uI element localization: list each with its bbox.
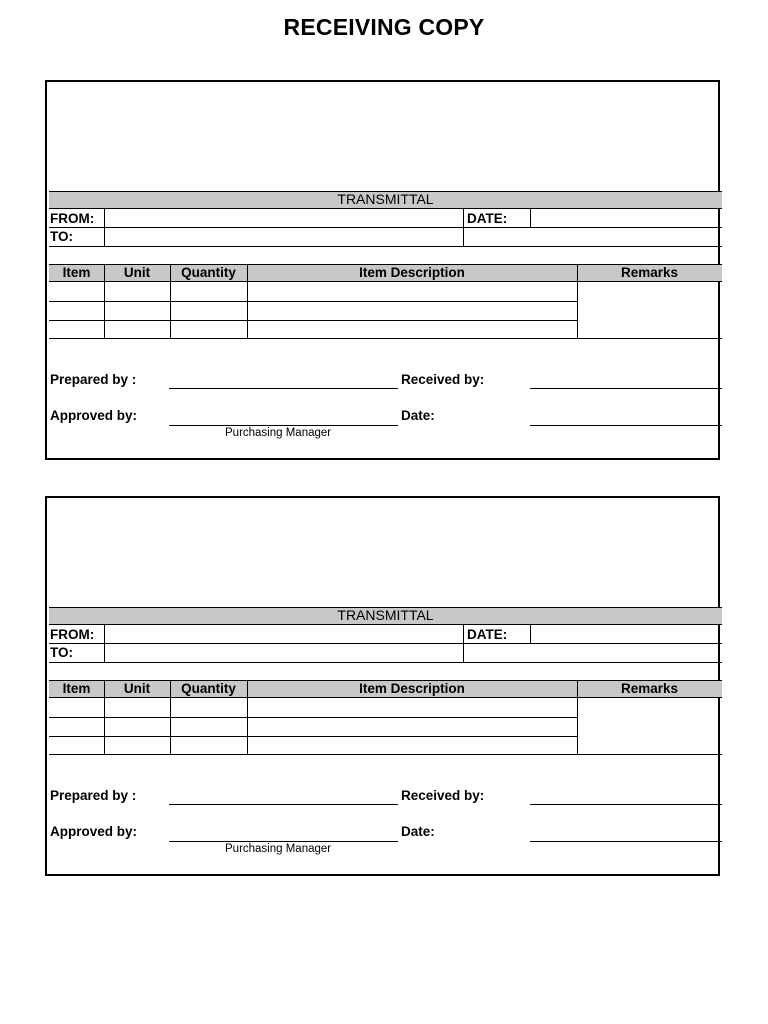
transmittal-title: TRANSMITTAL [49, 191, 722, 209]
date-field[interactable] [530, 625, 720, 644]
col-header-item: Item [62, 681, 91, 696]
transmittal-form-1 [45, 80, 720, 460]
prepared-by-label: Prepared by : [50, 788, 137, 803]
to-field[interactable] [104, 227, 464, 246]
row-divider [49, 662, 722, 663]
col-header-description: Item Description [359, 681, 465, 696]
to-extra-field[interactable] [464, 227, 722, 246]
approver-title: Purchasing Manager [225, 843, 332, 855]
from-label: FROM: [50, 211, 95, 226]
date-field[interactable] [530, 209, 720, 228]
col-header-remarks: Remarks [620, 681, 679, 696]
from-label: FROM: [50, 627, 95, 642]
date-label: DATE: [467, 627, 508, 642]
col-header-quantity: Quantity [181, 681, 236, 696]
date-label: DATE: [467, 211, 508, 226]
approver-title: Purchasing Manager [225, 427, 332, 439]
col-header-description: Item Description [359, 265, 465, 280]
date-signature-line[interactable] [530, 425, 722, 426]
from-field[interactable] [104, 209, 464, 228]
date-signature-label: Date: [401, 824, 435, 839]
date-signature-label: Date: [401, 408, 435, 423]
prepared-by-line[interactable] [169, 804, 398, 805]
approved-by-line[interactable] [169, 425, 398, 426]
page-title: RECEIVING COPY [283, 14, 485, 40]
to-label: TO: [50, 645, 73, 660]
approved-by-label: Approved by: [50, 824, 138, 839]
received-by-label: Received by: [401, 372, 485, 387]
table-row-divider [49, 320, 577, 321]
col-header-remarks: Remarks [620, 265, 679, 280]
table-bottom-border [49, 754, 722, 755]
received-by-line[interactable] [530, 804, 722, 805]
approved-by-line[interactable] [169, 841, 398, 842]
prepared-by-label: Prepared by : [50, 372, 137, 387]
col-divider [577, 264, 578, 338]
to-extra-field[interactable] [464, 643, 722, 662]
col-header-item: Item [62, 265, 91, 280]
from-field[interactable] [104, 625, 464, 644]
table-row-divider [49, 736, 577, 737]
row-divider [49, 246, 722, 247]
date-signature-line[interactable] [530, 841, 722, 842]
approved-by-label: Approved by: [50, 408, 138, 423]
col-header-unit: Unit [123, 681, 151, 696]
table-row-divider [49, 717, 577, 718]
table-bottom-border [49, 338, 722, 339]
prepared-by-line[interactable] [169, 388, 398, 389]
transmittal-form-2 [45, 496, 720, 876]
table-row-divider [49, 301, 577, 302]
col-header-quantity: Quantity [181, 265, 236, 280]
received-by-label: Received by: [401, 788, 485, 803]
col-divider [577, 680, 578, 754]
to-label: TO: [50, 229, 73, 244]
transmittal-title: TRANSMITTAL [49, 607, 722, 625]
received-by-line[interactable] [530, 388, 722, 389]
to-field[interactable] [104, 643, 464, 662]
col-header-unit: Unit [123, 265, 151, 280]
